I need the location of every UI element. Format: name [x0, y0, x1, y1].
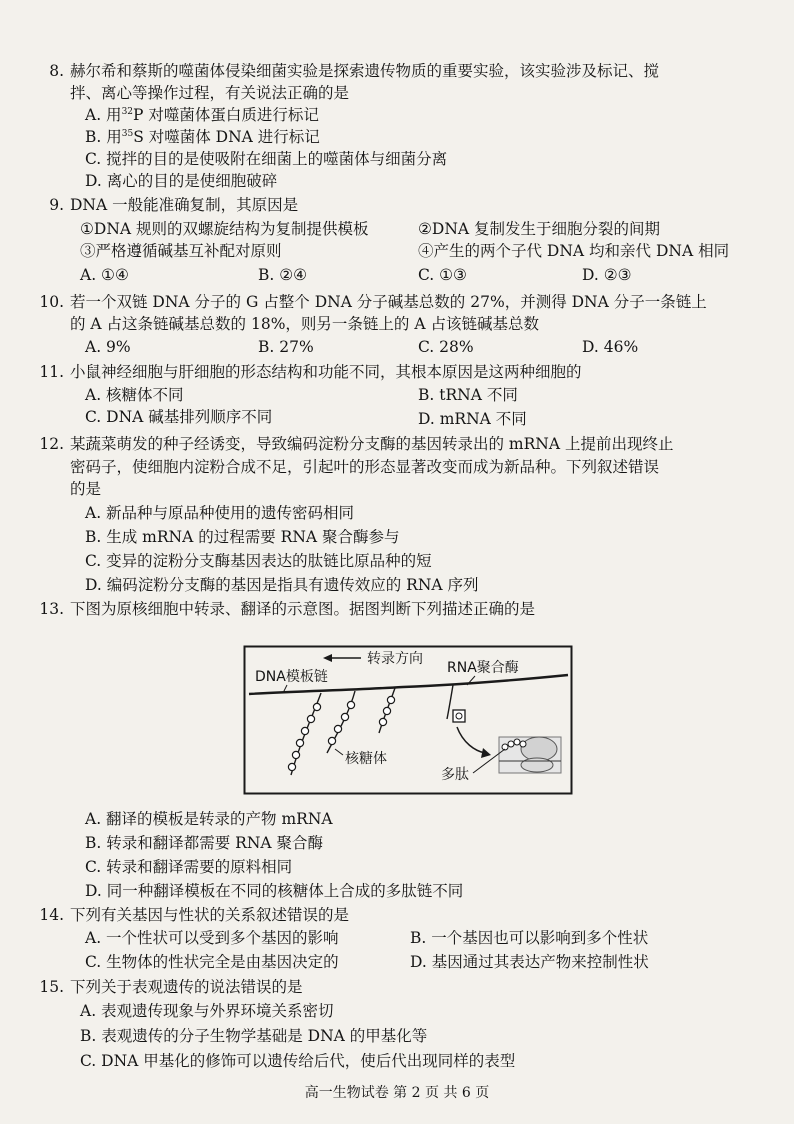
q11-option-c: C. DNA 碱基排列顺序不同 — [85, 408, 273, 426]
q12-option-d: D. 编码淀粉分支酶的基因是指具有遗传效应的 RNA 序列 — [85, 576, 479, 594]
label-ribosome: 核糖体 — [345, 751, 387, 767]
q8-option-c: C. 搅拌的目的是使吸附在细菌上的噬菌体与细菌分离 — [85, 150, 448, 168]
q14-option-c: C. 生物体的性状完全是由基因决定的 — [85, 953, 339, 971]
q9-statement-1: ①DNA 规则的双螺旋结构为复制提供模板 — [80, 220, 369, 238]
q13-option-a: A. 翻译的模板是转录的产物 mRNA — [85, 810, 333, 828]
ribosome-label-pointer — [335, 749, 343, 755]
q11-option-a: A. 核糖体不同 — [85, 386, 184, 404]
q14-option-d: D. 基因通过其表达产物来控制性状 — [410, 953, 649, 971]
q15-option-c: C. DNA 甲基化的修饰可以遗传给后代，使后代出现同样的表型 — [80, 1052, 516, 1070]
q8-option-a: A. 用$^{32}$P 对噬菌体蛋白质进行标记 — [85, 106, 319, 124]
q12-stem-cont1: 密码子，使细胞内淀粉合成不足，引起叶的形态显著改变而成为新品种。下列叙述错误 — [70, 458, 660, 476]
q10-option-b: B. 27% — [258, 338, 314, 356]
q12-option-a: A. 新品种与原品种使用的遗传密码相同 — [85, 504, 355, 522]
q15-stem: 15. 下列关于表观遗传的说法错误的是 — [39, 978, 303, 996]
q8-stem-cont: 拌、离心等操作过程，有关说法正确的是 — [70, 84, 350, 102]
q15-option-b: B. 表观遗传的分子生物学基础是 DNA 的甲基化等 — [80, 1027, 428, 1045]
q14-option-a: A. 一个性状可以受到多个基因的影响 — [85, 929, 339, 947]
q9-statement-4: ④产生的两个子代 DNA 均和亲代 DNA 相同 — [418, 242, 730, 260]
q12-option-b: B. 生成 mRNA 的过程需要 RNA 聚合酶参与 — [85, 528, 400, 546]
q11-option-b: B. tRNA 不同 — [418, 386, 518, 404]
q14-option-b: B. 一个基因也可以影响到多个性状 — [410, 929, 649, 947]
q8-option-b: B. 用$^{35}$S 对噬菌体 DNA 进行标记 — [85, 128, 320, 146]
zoom-arrow — [457, 727, 485, 753]
q10-stem: 10. 若一个双链 DNA 分子的 G 占整个 DNA 分子碱基总数的 27%，并测得 DNA 分子一条链上 — [39, 293, 707, 311]
q11-stem: 11. 小鼠神经细胞与肝细胞的形态结构和功能不同，其根本原因是这两种细胞的 — [39, 363, 582, 381]
q12-stem-cont2: 的是 — [70, 480, 102, 498]
transcription-translation-diagram — [243, 645, 573, 795]
q11-option-d: D. mRNA 不同 — [418, 410, 527, 428]
q9-option-a: A. ①④ — [80, 266, 129, 284]
q13-stem: 13. 下图为原核细胞中转录、翻译的示意图。据图判断下列描述正确的是 — [39, 600, 536, 618]
page-footer: 高一生物试卷 第 2 页 共 6 页 — [304, 1085, 490, 1101]
q9-option-c: C. ①③ — [418, 266, 467, 284]
label-dna-template: DNA模板链 — [255, 669, 328, 685]
q14-stem: 14. 下列有关基因与性状的关系叙述错误的是 — [39, 906, 350, 924]
transcription-direction-arrow — [323, 654, 361, 662]
label-transcription-direction: 转录方向 — [367, 651, 423, 667]
q12-option-c: C. 变异的淀粉分支酶基因表达的肽链比原品种的短 — [85, 552, 432, 570]
q13-option-c: C. 转录和翻译需要的原料相同 — [85, 858, 293, 876]
q9-option-b: B. ②④ — [258, 266, 308, 284]
q9-statement-3: ③严格遵循碱基互补配对原则 — [80, 242, 282, 260]
q10-option-a: A. 9% — [85, 338, 131, 356]
q8-stem: 8. 赫尔希和蔡斯的噬菌体侵染细菌实验是探索遗传物质的重要实验，该实验涉及标记、搅 — [49, 62, 660, 80]
q12-stem: 12. 某蔬菜萌发的种子经诱变，导致编码淀粉分支酶的基因转录出的 mRNA 上提前出现终止 — [39, 435, 674, 453]
q13-option-b: B. 转录和翻译都需要 RNA 聚合酶 — [85, 834, 324, 852]
q9-statement-2: ②DNA 复制发生于细胞分裂的间期 — [418, 220, 661, 238]
label-rna-polymerase: RNA聚合酶 — [447, 660, 519, 676]
q9-stem: 9. DNA 一般能准确复制，其原因是 — [49, 196, 299, 214]
label-peptide: 多肽 — [441, 767, 469, 783]
q13-option-d: D. 同一种翻译模板在不同的核糖体上合成的多肽链不同 — [85, 882, 464, 900]
q10-option-c: C. 28% — [418, 338, 474, 356]
q10-option-d: D. 46% — [582, 338, 639, 356]
q8-option-d: D. 离心的目的是使细胞破碎 — [85, 172, 278, 190]
q10-stem-cont: 的 A 占这条链碱基总数的 18%，则另一条链上的 A 占该链碱基总数 — [70, 315, 539, 333]
q9-option-d: D. ②③ — [582, 266, 632, 284]
rna-polymerase-box — [453, 710, 465, 722]
q15-option-a: A. 表观遗传现象与外界环境关系密切 — [80, 1002, 334, 1020]
